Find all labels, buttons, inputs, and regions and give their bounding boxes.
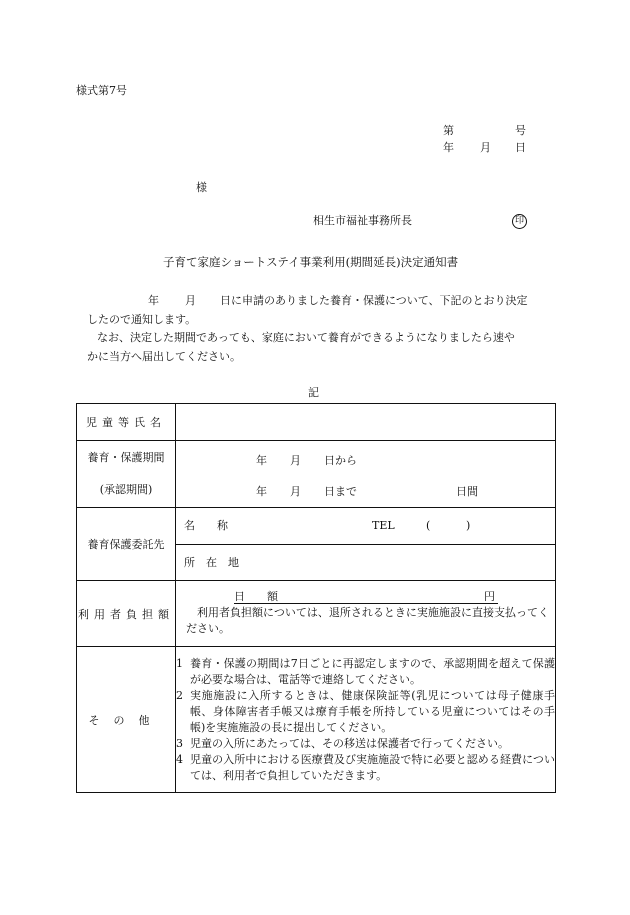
note-text: 養育・保護の期間は7日ごとに再認定しますので、承認期間を超えて保護が必要な場合は、電話等で連絡してください。: [190, 656, 555, 686]
body-year: 年: [148, 294, 159, 307]
seal-mark: 印: [512, 214, 527, 229]
ki-label: 記: [308, 386, 319, 399]
child-name-value[interactable]: [176, 404, 556, 441]
child-name-label-cell: [77, 404, 176, 441]
days-label: 日間: [456, 485, 478, 498]
facility-name-label: 名 称: [184, 519, 228, 532]
facility-name-value[interactable]: [176, 508, 556, 545]
note-text: 児童の入所にあたっては、その移送は保護者で行ってください。: [190, 736, 509, 750]
issuer: 相生市福祉事務所長: [313, 214, 412, 227]
to-day: 日まで: [324, 485, 357, 498]
body-month: 月: [185, 294, 196, 307]
note-item: [176, 736, 555, 752]
other-label: その他: [88, 713, 164, 727]
facility-address-value[interactable]: [176, 545, 556, 581]
facility-label: 養育保護委託先: [87, 538, 165, 551]
from-day: 日から: [324, 454, 357, 467]
other-label-cell: [77, 647, 176, 793]
burden-note: 利用者負担額については、退所されるときに実施施設に直接支払ってください。: [186, 606, 549, 635]
date-year: 年: [443, 141, 454, 154]
tel-close: ): [466, 519, 471, 532]
note-item: [176, 688, 555, 736]
period-label-cell: [77, 441, 176, 508]
from-month: 月: [290, 454, 301, 467]
burden-label-cell: [77, 581, 176, 647]
daily-label: 日 額: [234, 590, 278, 603]
yen-label: 円: [484, 590, 495, 603]
address-label: 所 在 地: [184, 556, 239, 569]
form-number: 様式第7号: [76, 84, 127, 97]
note-number: 1: [176, 656, 183, 670]
document-title: 子育て家庭ショートステイ事業利用(期間延長)決定通知書: [163, 255, 459, 269]
to-month: 月: [290, 485, 301, 498]
note-item: [176, 752, 555, 784]
child-name-label: 児童等氏名: [86, 416, 166, 429]
from-year: 年: [256, 454, 267, 467]
note-number: 4: [176, 752, 183, 766]
note-item: [176, 656, 555, 688]
approved-label: (承認期間): [99, 483, 153, 496]
period-label: 養育・保護期間: [87, 451, 165, 464]
number-prefix: 第: [443, 124, 454, 137]
body-line4: かに当方へ届出してください。: [87, 350, 241, 363]
details-table: [76, 403, 556, 793]
notes-cell: [176, 647, 556, 793]
period-value[interactable]: [176, 441, 556, 508]
body-line2: したので通知します。: [87, 313, 197, 326]
daily-amount-underline: [234, 603, 498, 604]
addressee-suffix: 様: [196, 181, 207, 194]
date-day: 日: [515, 141, 526, 154]
number-suffix: 号: [515, 124, 526, 137]
tel-label: TEL: [372, 519, 395, 532]
daily-amount-row: [186, 590, 549, 605]
to-year: 年: [256, 485, 267, 498]
facility-label-cell: [77, 508, 176, 581]
burden-label: 利用者負担額: [78, 607, 174, 621]
note-number: 2: [176, 688, 183, 702]
body-line3: なお、決定した期間であっても、家庭において養育ができるようになりましたら速や: [97, 331, 515, 344]
date-month: 月: [480, 141, 491, 154]
tel-open: (: [426, 519, 431, 532]
note-text: 児童の入所中における医療費及び実施施設で特に必要と認める経費については、利用者で負担していただきます。: [190, 752, 555, 782]
body-line1: 日に申請のありました養育・保護について、下記のとおり決定: [220, 294, 528, 307]
burden-value: [176, 581, 556, 647]
note-number: 3: [176, 736, 183, 750]
note-text: 実施施設に入所するときは、健康保険証等(乳児については母子健康手帳、身体障害者手帳又は療育手帳を所持している児童についてはその手帳)を実施施設の長に提出してください。: [190, 688, 555, 734]
